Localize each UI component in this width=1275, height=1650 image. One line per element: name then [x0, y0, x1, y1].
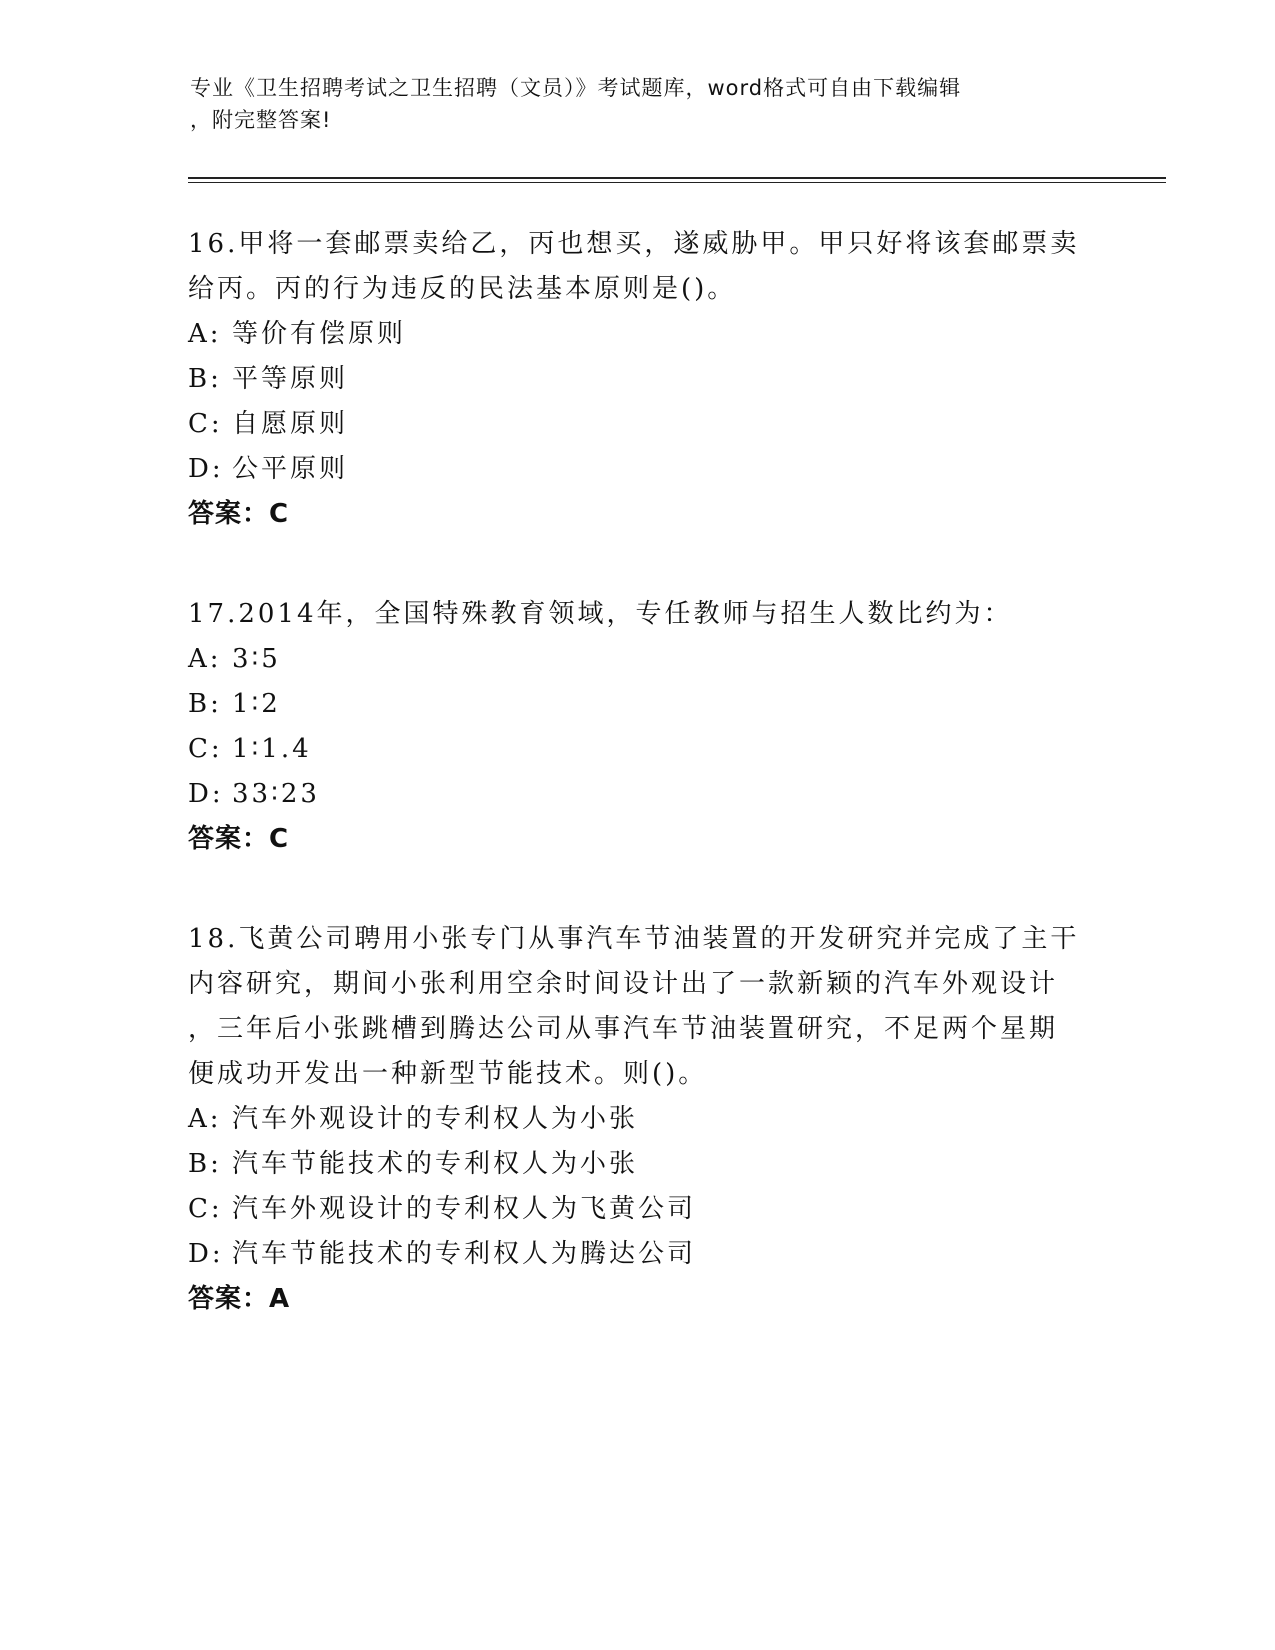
option-text: 汽车外观设计的专利权人为飞黄公司: [232, 1194, 697, 1224]
answer: 答案：A: [188, 1284, 291, 1314]
option-text: 汽车节能技术的专利权人为小张: [232, 1149, 639, 1179]
option-letter: B:: [188, 1149, 222, 1179]
option-d: [188, 1232, 1088, 1277]
question-18: [188, 917, 1088, 1322]
option-letter: A:: [188, 644, 222, 674]
option-letter: C:: [188, 409, 223, 439]
option-text: 公平原则: [232, 454, 349, 484]
question-stem-line: ，三年后小张跳槽到腾达公司从事汽车节油装置研究，不足两个星期: [188, 1014, 1059, 1044]
question-stem-line: 17.2014年，全国特殊教育领域，专任教师与招生人数比约为：: [188, 599, 1013, 629]
question-stem-line: 内容研究，期间小张利用空余时间设计出了一款新颖的汽车外观设计: [188, 969, 1059, 999]
option-text: 1∶2: [232, 689, 281, 719]
option-letter: B:: [188, 689, 222, 719]
option-letter: C:: [188, 734, 223, 764]
option-text: 自愿原则: [232, 409, 349, 439]
option-letter: A:: [188, 319, 222, 349]
option-b: [188, 1142, 1088, 1187]
option-letter: A:: [188, 1104, 222, 1134]
header-divider: [188, 177, 1166, 183]
option-text: 汽车外观设计的专利权人为小张: [232, 1104, 639, 1134]
option-c: [188, 727, 1088, 772]
document-header: [190, 72, 1090, 136]
option-letter: D:: [188, 454, 224, 484]
option-c: [188, 1187, 1088, 1232]
option-text: 3∶5: [232, 644, 281, 674]
question-16: [188, 222, 1088, 537]
option-letter: B:: [188, 364, 222, 394]
option-a: [188, 312, 1088, 357]
answer: 答案：C: [188, 499, 290, 529]
question-stem-line: 16.甲将一套邮票卖给乙，丙也想买，遂威胁甲。甲只好将该套邮票卖: [188, 229, 1080, 259]
option-text: 等价有偿原则: [232, 319, 407, 349]
option-a: [188, 637, 1088, 682]
header-line-2: ，附完整答案!: [190, 108, 332, 132]
option-text: 平等原则: [232, 364, 349, 394]
option-c: [188, 402, 1088, 447]
answer: 答案：C: [188, 824, 290, 854]
option-d: [188, 447, 1088, 492]
question-stem-line: 便成功开发出一种新型节能技术。则()。: [188, 1059, 708, 1089]
option-text: 33∶23: [232, 779, 320, 809]
option-b: [188, 682, 1088, 727]
option-letter: D:: [188, 1239, 224, 1269]
question-17: [188, 592, 1088, 862]
question-stem-line: 给丙。丙的行为违反的民法基本原则是()。: [188, 274, 737, 304]
header-line-1: 专业《卫生招聘考试之卫生招聘（文员）》考试题库，word格式可自由下载编辑: [190, 76, 962, 100]
option-b: [188, 357, 1088, 402]
option-letter: D:: [188, 779, 224, 809]
option-d: [188, 772, 1088, 817]
option-a: [188, 1097, 1088, 1142]
question-stem-line: 18.飞黄公司聘用小张专门从事汽车节油装置的开发研究并完成了主干: [188, 924, 1080, 954]
option-text: 1∶1.4: [232, 734, 312, 764]
option-letter: C:: [188, 1194, 223, 1224]
option-text: 汽车节能技术的专利权人为腾达公司: [232, 1239, 697, 1269]
